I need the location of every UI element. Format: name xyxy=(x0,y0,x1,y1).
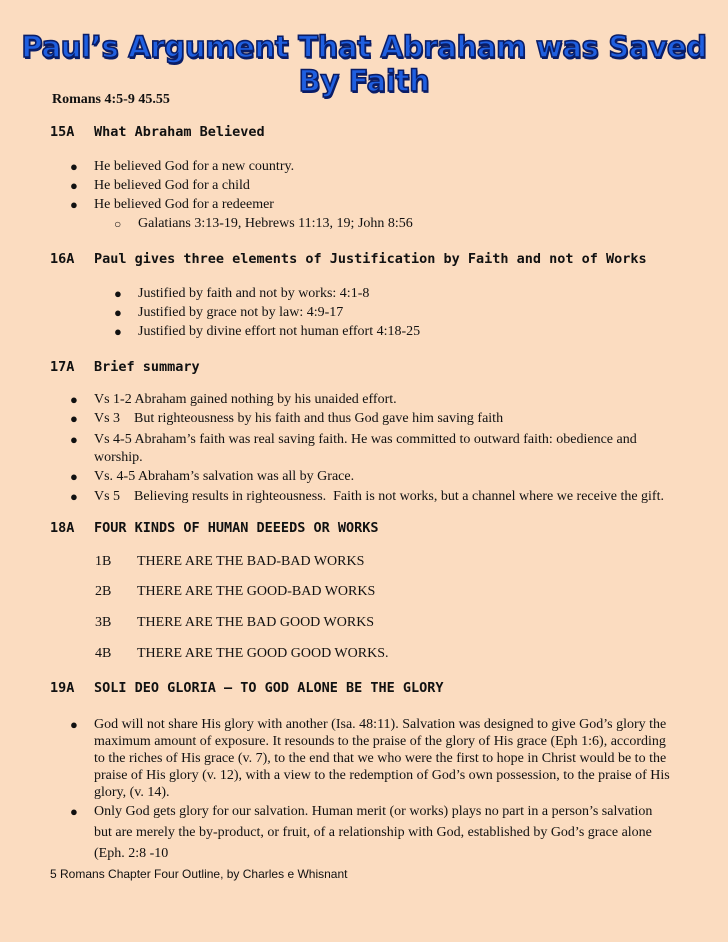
works-item: 1B THERE ARE THE BAD-BAD WORKS xyxy=(95,554,365,569)
heading-number: 17A xyxy=(50,359,75,375)
page-title: Paul’s Argument That Abraham was Saved By Faith xyxy=(21,30,707,98)
bullet-icon: ● xyxy=(114,324,122,339)
bullet-icon: ● xyxy=(70,159,78,174)
heading-number: 15A xyxy=(50,124,75,140)
list-item: ● He believed God for a redeemer xyxy=(70,197,274,212)
list-item: ● Justified by grace not by law: 4:9-17 xyxy=(114,305,344,320)
heading-number: 19A xyxy=(50,680,75,696)
list-item: ● Justified by faith and not by works: 4:1-8 xyxy=(114,286,370,301)
sub-list-item: ○ Galatians 3:13-19, Hebrews 11:13, 19; John 8:56 xyxy=(114,216,413,231)
bullet-icon: ● xyxy=(70,469,78,484)
bullet-icon: ● xyxy=(114,305,122,320)
bullet-icon: ● xyxy=(70,411,78,426)
paragraph-glory: ● God will not share His glory with another (Isa. 48:11). Salvation was designed to give God’s glory the maximum amount of exposure. It resounds to the praise of the glory of His grace (Eph 1:6), according to the riches of His grace (v. 7), to the end that we who were the first to hope in Christ would be to the praise of His glory (v. 12), with a view to the redemption of God’s own possession, to the praise of His glory, (v. 14). xyxy=(70,717,670,800)
bullet-icon: ● xyxy=(70,804,78,819)
heading-18a xyxy=(50,520,378,536)
paragraph-salvation: ● Only God gets glory for our salvation. Human merit (or works) plays no part in a person’s salvation but are merely the by-product, or fruit, of a relationship with God, established by God’s grace alone (Eph. 2:8 -10 xyxy=(94,801,692,864)
works-item: 3B THERE ARE THE BAD GOOD WORKS xyxy=(95,615,375,630)
heading-text: Brief summary xyxy=(94,359,200,375)
list-item: ● Vs 5 Believing results in righteousness. Faith is not works, but a channel where we receive the gift. xyxy=(70,489,664,504)
list-item: ● Vs. 4-5 Abraham’s salvation was all by Grace. xyxy=(70,469,355,484)
heading-number: 16A xyxy=(50,251,75,267)
heading-text: What Abraham Believed xyxy=(94,124,265,140)
bullet-icon: ● xyxy=(70,432,78,447)
list-item: ● Vs 3 But righteousness by his faith and thus God gave him saving faith xyxy=(70,411,504,426)
scripture-reference: Romans 4:5-9 45.55 xyxy=(52,92,170,107)
heading-number: 18A xyxy=(50,520,75,536)
bullet-icon: ● xyxy=(70,197,78,212)
list-item: ● He believed God for a new country. xyxy=(70,159,295,174)
heading-text: Paul gives three elements of Justification by Faith and not of Works xyxy=(94,251,647,267)
list-item: ● Vs 1-2 Abraham gained nothing by his unaided effort. xyxy=(70,392,397,407)
list-item: ● Vs 4-5 Abraham’s faith was real saving faith. He was committed to outward faith: obedience and xyxy=(70,432,637,447)
bullet-icon: ● xyxy=(114,286,122,301)
circle-bullet-icon: ○ xyxy=(114,217,122,231)
heading-17a xyxy=(50,359,200,375)
list-item-continuation: worship. xyxy=(94,450,143,465)
works-item: 2B THERE ARE THE GOOD-BAD WORKS xyxy=(95,584,376,599)
works-item: 4B THERE ARE THE GOOD GOOD WORKS. xyxy=(95,646,389,661)
list-item: ● Justified by divine effort not human effort 4:18-25 xyxy=(114,324,421,339)
bullet-icon: ● xyxy=(70,717,78,732)
heading-text: FOUR KINDS OF HUMAN DEEEDS OR WORKS xyxy=(94,520,379,536)
heading-19a xyxy=(50,680,444,696)
bullet-icon: ● xyxy=(70,489,78,504)
page-footer: 5 Romans Chapter Four Outline, by Charles e Whisnant xyxy=(50,867,348,881)
heading-16a xyxy=(50,251,647,267)
list-item: ● He believed God for a child xyxy=(70,178,250,193)
bullet-icon: ● xyxy=(70,392,78,407)
bullet-icon: ● xyxy=(70,178,78,193)
heading-text: SOLI DEO GLORIA – TO GOD ALONE BE THE GLORY xyxy=(94,680,444,696)
heading-15a xyxy=(50,124,265,140)
